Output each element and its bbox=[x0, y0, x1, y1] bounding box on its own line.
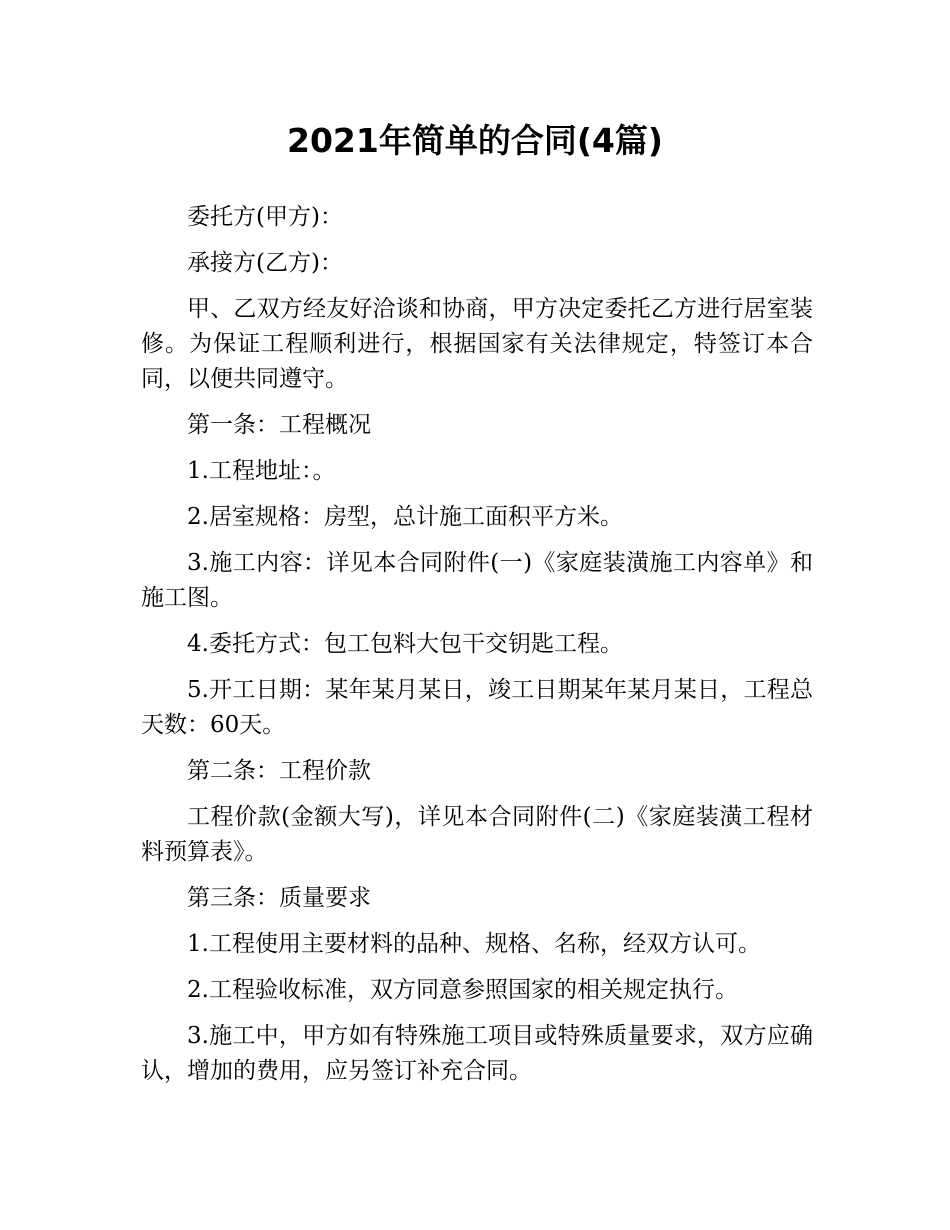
party-a-line: 委托方(甲方)： bbox=[187, 204, 343, 230]
clause-1-3: 3.施工内容：详见本合同附件(一)《家庭装潢施工内容单》和施工图。 bbox=[141, 550, 813, 611]
article-2-heading: 第二条：工程价款 bbox=[187, 758, 371, 784]
article-3-heading: 第三条：质量要求 bbox=[187, 885, 371, 911]
clause-2-body: 工程价款(金额大写)，详见本合同附件(二)《家庭装潢工程材料预算表》。 bbox=[141, 804, 813, 865]
clause-3-3: 3.施工中，甲方如有特殊施工项目或特殊质量要求，双方应确认，增加的费用，应另签订补充合同。 bbox=[141, 1023, 813, 1084]
clause-1-4: 4.委托方式：包工包料大包干交钥匙工程。 bbox=[187, 631, 623, 657]
clause-1-2: 2.居室规格：房型，总计施工面积平方米。 bbox=[187, 504, 623, 530]
document-title: 2021年简单的合同(4篇) bbox=[287, 121, 663, 160]
clause-3-2: 2.工程验收标准，双方同意参照国家的相关规定执行。 bbox=[187, 977, 738, 1003]
document-body bbox=[141, 200, 813, 1100]
preamble-paragraph: 甲、乙双方经友好洽谈和协商，甲方决定委托乙方进行居室装修。为保证工程顺利进行，根据国家有关法律规定，特签订本合同，以便共同遵守。 bbox=[141, 296, 813, 392]
clause-1-1: 1.工程地址：。 bbox=[187, 458, 336, 484]
clause-3-1: 1.工程使用主要材料的品种、规格、名称，经双方认可。 bbox=[187, 931, 761, 957]
clause-1-5: 5.开工日期：某年某月某日，竣工日期某年某月某日，工程总天数：60天。 bbox=[141, 677, 813, 738]
article-1-heading: 第一条：工程概况 bbox=[187, 412, 371, 438]
party-b-line: 承接方(乙方)： bbox=[187, 250, 343, 276]
